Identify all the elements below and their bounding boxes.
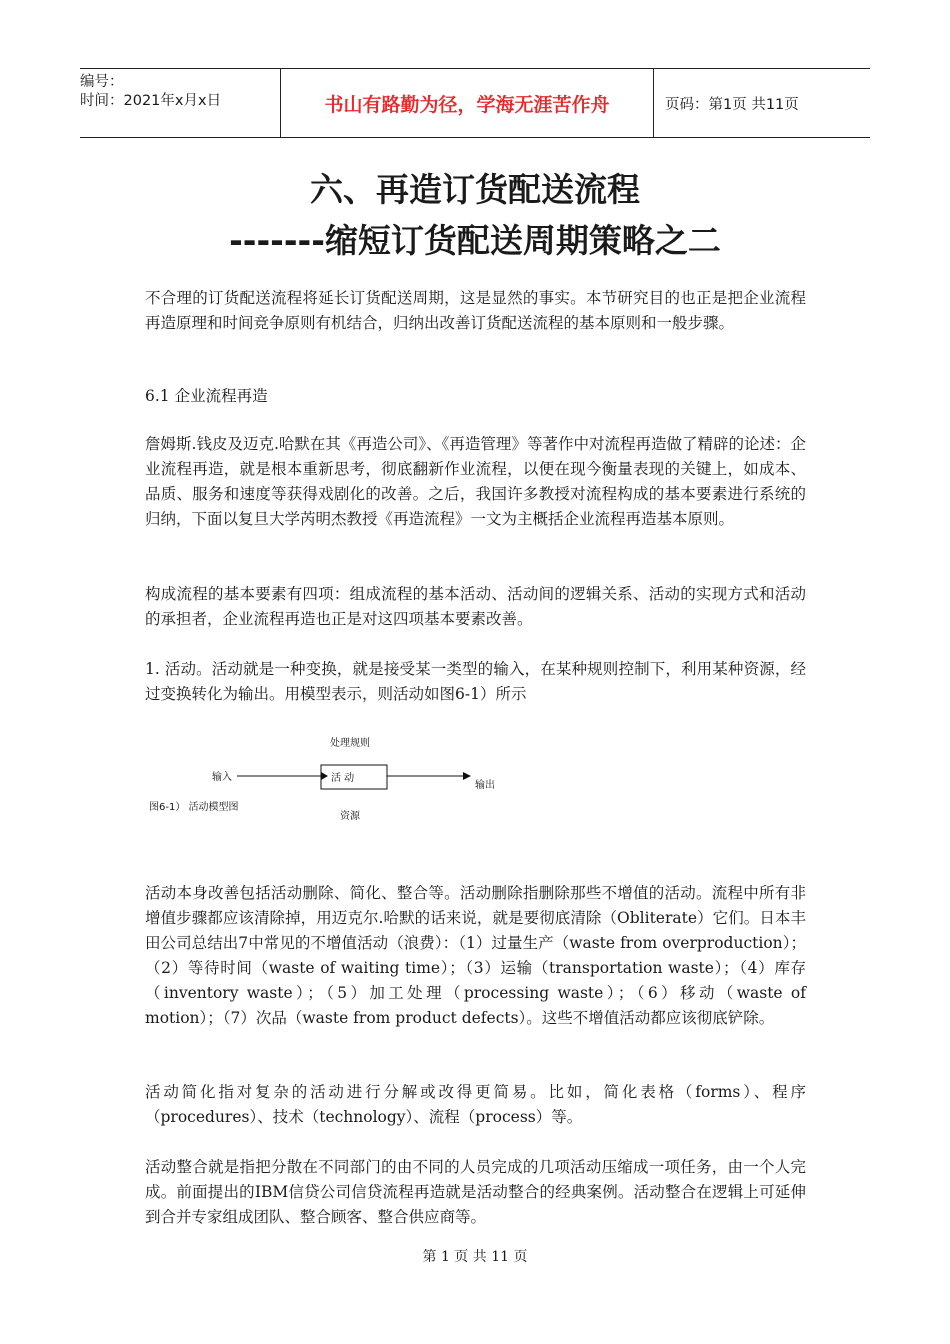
page-header (80, 68, 870, 138)
paragraph-elements: 构成流程的基本要素有四项：组成流程的基本活动、活动间的逻辑关系、活动的实现方式和活动的承担者，企业流程再造也正是对这四项基本要素改善。 (145, 585, 806, 628)
rule-label: 处理规则 (330, 738, 370, 749)
header-motto: 书山有路勤为径，学海无涯苦作舟 (280, 69, 654, 137)
header-page-info: 页码：第1页 共11页 (665, 96, 799, 113)
time-label: 时间：2021年x月x日 (80, 93, 222, 109)
activity-label: 活 动 (331, 773, 355, 784)
paragraph-integration: 活动整合就是指把分散在不同部门的由不同的人员完成的几项活动压缩成一项任务，由一个人完成。前面提出的IBM信贷公司信贷流程再造就是活动整合的经典案例。活动整合在逻辑上可延伸到合并专家组成团队、整合顾客、整合供应商等。 (145, 1158, 806, 1226)
header-meta (80, 69, 280, 141)
paragraph-reengineering: 詹姆斯.钱皮及迈克.哈默在其《再造公司》、《再造管理》等著作中对流程再造做了精辟的论述：企业流程再造，就是根本重新思考，彻底翻新作业流程，以便在现今衡量表现的关键上，如成本、品质、服务和速度等获得戏剧化的改善。之后，我国许多教授对流程构成的基本要素进行系统的归纳，下面以复旦大学芮明杰教授《再造流程》一文为主概括企业流程再造基本原则。 (145, 435, 806, 528)
output-label: 输出 (475, 780, 495, 791)
output-arrowhead (463, 772, 471, 780)
paragraph-simplification: 活动简化指对复杂的活动进行分解或改得更简易。比如，简化表格（forms）、程序（procedures）、技术（technology）、流程（process）等。 (145, 1083, 806, 1126)
diagram-caption: 图6-1） 活动模型图 (149, 802, 239, 813)
paragraph-activity: 1. 活动。活动就是一种变换，就是接受某一类型的输入，在某种规则控制下，利用某种资源，经过变换转化为输出。用模型表示，则活动如图6-1）所示 (145, 660, 806, 703)
number-label: 编号： (80, 74, 124, 90)
section-heading: 6.1 企业流程再造 (145, 387, 268, 405)
page-footer: 第 1 页 共 11 页 (422, 1249, 528, 1265)
doc-subtitle: -------缩短订货配送周期策略之二 (229, 221, 721, 260)
input-label: 输入 (212, 772, 232, 783)
doc-title: 六、再造订货配送流程 (310, 170, 640, 209)
input-arrowhead (321, 772, 328, 780)
paragraph-activity-improvement: 活动本身改善包括活动删除、简化、整合等。活动删除指删除那些不增值的活动。流程中所有非增值步骤都应该清除掉，用迈克尔.哈默的话来说，就是要彻底清除（Obliterate）它们。日本丰田公司总结出7中常见的不增值活动（浪费）：（1）过量生产（waste from overproduction）；（2）等待时间（waste of waiting time）；（3）运输（transportation waste）；（4）库存（inventory waste）；（5）加工处理（processing waste）；（6）移动（waste of motion）；（7）次品（waste from product defects）。这些不增值活动都应该彻底铲除。 (145, 884, 806, 1027)
resource-label: 资源 (340, 811, 360, 822)
activity-model-diagram (145, 728, 545, 838)
paragraph-intro: 不合理的订货配送流程将延长订货配送周期，这是显然的事实。本节研究目的也正是把企业流程再造原理和时间竞争原则有机结合，归纳出改善订货配送流程的基本原则和一般步骤。 (145, 289, 806, 332)
